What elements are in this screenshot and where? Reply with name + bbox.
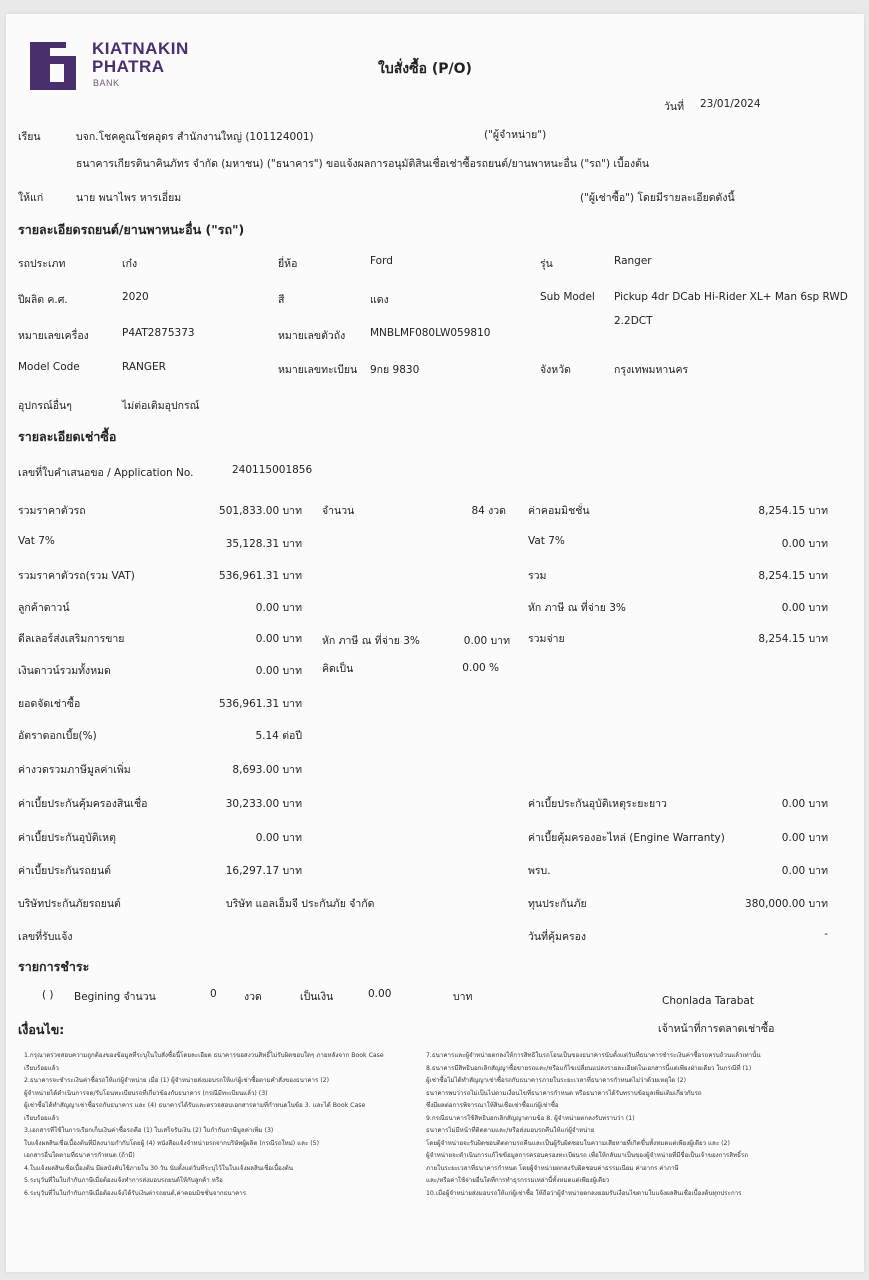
commission-row-value: 8,254.15 บาท (758, 570, 828, 582)
vehicle-section-title: รายละเอียดรถยนต์/ยานพาหนะอื่น ("รถ") (18, 222, 245, 237)
condition-line: ธนาคารไม่มีหน้าที่ติดตามและ/หรือส่งมอบรถคืนให้แก่ผู้จำหน่าย (426, 1127, 595, 1134)
plate-number-value: 9กย 9830 (370, 364, 420, 376)
brand-name-line1: KIATNAKIN (92, 39, 189, 58)
approval-statement: ธนาคารเกียรตินาคินภัทร จำกัด (มหาชน) ("ธนาคาร") ขอแจ้งผลการอนุมัติสินเชื่อเช่าซื้อรถยนต์/ยานพาหนะอื่น ("รถ") เบื้องต้น (76, 158, 650, 170)
insurance-row-value: 380,000.00 บาท (745, 898, 828, 910)
insurance-row-label: วันที่คุ้มครอง (528, 931, 587, 943)
model-code-value: RANGER (122, 361, 166, 373)
vehicle-submodel-value: Pickup 4dr DCab Hi-Rider XL+ Man 6sp RWD (614, 291, 848, 303)
conditions-right-column (426, 1052, 862, 1202)
lease-row-value: 0.00 บาท (255, 665, 302, 677)
payment-checkbox[interactable]: ( ) (42, 989, 54, 1001)
lease-section-title: รายละเอียดเช่าซื้อ (18, 429, 117, 444)
vehicle-model-value: Ranger (614, 255, 652, 267)
condition-line: ผู้จำหน่ายได้ดำเนินการจด/รับโอนทะเบียนรถที่เกี่ยวข้องกับธนาคาร (กรณีมีทะเบียนแล้ว) (3) (24, 1089, 268, 1097)
vehicle-color-label: สี (278, 294, 285, 306)
plate-number-label: หมายเลขทะเบียน (278, 364, 358, 376)
dealer-name: บจก.โชคคูณโชคอุดร สำนักงานใหญ่ (101124001) (76, 131, 314, 143)
insurance-row-value: 0.00 บาท (781, 832, 828, 844)
vehicle-brand-value: Ford (370, 255, 393, 267)
condition-line: 7.ธนาคารและผู้จำหน่ายตกลงให้การสิทธิในรถโอนเป็นของธนาคารนับตั้งแต่วันที่ธนาคารชำระเงินค่าซื้อรถครบถ้วนแล้วเท่านั้น (426, 1052, 761, 1059)
condition-line: 3.เอกสารที่ใช้ในการเรียกเก็บเงินค่าซื้อรถคือ (1) ใบเสร็จรับเงิน (2) ใบกำกับภาษีมูลค่าเพิ่ม (3) (24, 1127, 274, 1134)
province-value: กรุงเทพมหานคร (614, 364, 689, 376)
insurance-row-value: - (824, 928, 828, 940)
application-number-value: 240115001856 (232, 464, 313, 476)
lease-row-label: รวมราคาตัวรถ (18, 505, 86, 517)
down-percent-value: 0.00 % (462, 662, 499, 674)
condition-line: ผู้เช่าซื้อไม่ได้ทำสัญญาเช่าซื้อรถกับธนาคารภายในระยะเวลาที่ธนาคารกำหนดไม่ว่าด้วยเหตุใด (2) (426, 1077, 687, 1084)
condition-line: 1.กรุณาตรวจสอบความถูกต้องของข้อมูลที่ระบุในใบสั่งซื้อนี้โดยละเอียด ธนาคารขอสงวนสิทธิ์ไม่รับผิดชอบใดๆ ภายหลังจาก Book Case (24, 1052, 384, 1059)
commission-row-value: 0.00 บาท (781, 538, 828, 550)
commission-row-label: รวม (528, 570, 547, 582)
condition-line: ธนาคารพบว่ารถไม่เป็นไปตามเงื่อนไขที่ธนาคารกำหนด หรือธนาคารได้รับทราบข้อมูลเพิ่มเติมเกี่ยวกับรถ (426, 1089, 702, 1097)
lease-row-value: 30,233.00 บาท (225, 798, 302, 810)
commission-row-value: 8,254.15 บาท (758, 633, 828, 645)
lease-row-label: ค่าเบี้ยประกันอุบัติเหตุ (18, 832, 116, 844)
condition-line: โดยผู้จำหน่ายจะรับผิดชอบติดตามรถคืนและเป็นผู้รับผิดชอบในความเสียหายที่เกิดขึ้นทั้งหมดแต่เพียงผู้เดียว และ (2) (426, 1139, 730, 1147)
condition-line: 10.เมื่อผู้จำหน่ายส่งมอบรถให้แก่ผู้เช่าซื้อ ให้ถือว่าผู้จำหน่ายตกลงยอมรับเงื่อนไขตามใบแจ้งผลสินเชื่อเบื้องต้นทุกประการ (426, 1189, 742, 1197)
insurance-row-label: ค่าเบี้ยประกันอุบัติเหตุระยะยาว (528, 798, 667, 810)
lease-row-value: 536,961.31 บาท (219, 698, 302, 710)
payment-unit-label: งวด (244, 991, 262, 1003)
lease-row-value: 8,693.00 บาท (232, 764, 302, 776)
to-label: เรียน (18, 131, 41, 143)
insurance-row-label: ทุนประกันภัย (528, 898, 587, 910)
lease-row-value: 501,833.00 บาท (219, 505, 302, 517)
chassis-number-value: MNBLMF080LW059810 (370, 327, 491, 339)
condition-line: เรียบร้อยแล้ว (24, 1064, 59, 1072)
lease-row-value: 5.14 ต่อปี (255, 730, 302, 742)
date-value: 23/01/2024 (700, 98, 761, 110)
lease-row-label: ลูกค้าดาวน์ (18, 602, 70, 614)
payment-begin-label: Begining จำนวน (74, 991, 156, 1003)
lease-row-label: ค่างวดรวมภาษีมูลค่าเพิ่ม (18, 764, 131, 776)
commission-row-label: ค่าคอมมิชชั่น (528, 505, 590, 517)
insurance-row-label: ค่าเบี้ยคุ้มครองอะไหล่ (Engine Warranty) (528, 832, 725, 844)
application-number-label: เลขที่ใบคำเสนอขอ / Application No. (18, 467, 194, 479)
lease-row-value: 0.00 บาท (255, 832, 302, 844)
lease-row-label: ยอดจัดเช่าซื้อ (18, 698, 81, 710)
payment-section-title: รายการชำระ (18, 959, 90, 974)
document-title: ใบสั่งซื้อ (P/O) (378, 61, 472, 77)
dealer-role: ("ผู้จำหน่าย") (484, 129, 547, 141)
down-percent-label: คิดเป็น (322, 663, 354, 675)
lease-row-label: บริษัทประกันภัยรถยนต์ (18, 898, 121, 910)
payment-amount-value: 0.00 (368, 988, 392, 1000)
lease-row-value: 0.00 บาท (255, 633, 302, 645)
insurance-row-value: 0.00 บาท (781, 798, 828, 810)
accessory-label: อุปกรณ์อื่นๆ (18, 400, 72, 412)
lease-row-label: ค่าเบี้ยประกันรถยนต์ (18, 865, 111, 877)
condition-line: 9.กรณีธนาคารใช้สิทธิบอกเลิกสัญญาตามข้อ 8. ผู้จำหน่ายตกลงรับทราบว่า (1) (426, 1114, 635, 1122)
engine-number-value: P4AT2875373 (122, 327, 195, 339)
lease-row-label: รวมราคาตัวรถ(รวม VAT) (18, 570, 135, 582)
commission-row-label: Vat 7% (528, 535, 565, 547)
officer-name: Chonlada Tarabat (662, 995, 754, 1007)
customer-name: นาย พนาไพร หารเอี่ยม (76, 192, 182, 204)
insurance-row-value: 0.00 บาท (781, 865, 828, 877)
condition-line: และ/หรือค่าใช้จ่ายอื่นใดที่การทำธุรกรรมเหล่านี้ทั้งหมดแต่เพียงผู้เดียว (426, 1177, 610, 1184)
payment-begin-count: 0 (210, 988, 217, 1000)
chassis-number-label: หมายเลขตัวถัง (278, 330, 346, 342)
commission-row-value: 8,254.15 บาท (758, 505, 828, 517)
installments-value: 84 งวด (471, 505, 506, 517)
lease-row-label: อัตราดอกเบี้ย(%) (18, 730, 97, 742)
engine-number-label: หมายเลขเครื่อง (18, 330, 89, 342)
condition-line: 5.ระบุวันที่ในใบกำกับภาษีเมื่อต้องแจ้งทำการส่งมอบรถยนต์ให้กับลูกค้า หรือ (24, 1177, 223, 1184)
condition-line: 2.ธนาคารจะชำระเงินค่าซื้อรถให้แก่ผู้จำหน่าย เมื่อ (1) ผู้จำหน่ายส่งมอบรถให้แก่ผู้เช่าซื้อตามคำสั่งของธนาคาร (2) (24, 1077, 330, 1084)
condition-line: ผู้เช่าซื้อได้ทำสัญญาเช่าซื้อรถกับธนาคาร และ (4) ธนาคารได้รับและตรวจสอบเอกสารตามที่กำหนดในข้อ 3. และได้ Book Case (24, 1102, 366, 1109)
document-page (6, 14, 864, 1272)
officer-position: เจ้าหน้าที่การตลาดเช่าซื้อ (658, 1023, 775, 1035)
condition-line: เอกสารอื่นใดตามที่ธนาคารกำหนด (ถ้ามี) (24, 1152, 135, 1159)
condition-line: เรียบร้อยแล้ว (24, 1114, 59, 1122)
lease-row-label: เลขที่รับแจ้ง (18, 931, 73, 943)
condition-line: 4.ใบแจ้งผลสินเชื่อเบื้องต้น มีผลบังคับใช้ภายใน 30 วัน นับตั้งแต่วันที่ระบุไว้ในใบแจ้งผลสินเชื่อเบื้องต้น (24, 1164, 294, 1172)
kiatnakin-logo-icon (26, 38, 88, 94)
lease-row-value: 0.00 บาท (255, 602, 302, 614)
mid-wht-value: 0.00 บาท (463, 635, 510, 647)
date-label: วันที่ (664, 101, 684, 113)
give-to-label: ให้แก่ (18, 192, 44, 204)
lease-row-value: 536,961.31 บาท (219, 570, 302, 582)
commission-row-value: 0.00 บาท (781, 602, 828, 614)
conditions-title: เงื่อนไข: (18, 1022, 65, 1037)
vehicle-type-label: รถประเภท (18, 258, 66, 270)
mid-wht-label: หัก ภาษี ณ ที่จ่าย 3% (322, 635, 420, 647)
condition-line: ใบแจ้งผลสินเชื่อเบื้องต้นที่มีลงนามกำกับโดยผู้ (4) หนังสือแจ้งจำหน่ายรถจากบริษัทผู้ผลิต (กรณีรถใหม่) และ (5) (24, 1139, 320, 1147)
commission-row-label: หัก ภาษี ณ ที่จ่าย 3% (528, 602, 626, 614)
lease-row-label: ดีลเลอร์ส่งเสริมการขาย (18, 633, 125, 645)
vehicle-submodel-label: Sub Model (540, 291, 595, 303)
lease-row-value: 35,128.31 บาท (225, 538, 302, 550)
conditions-left-column (24, 1052, 424, 1202)
province-label: จังหวัด (540, 364, 571, 376)
lease-row-label: เงินดาวน์รวมทั้งหมด (18, 665, 111, 677)
brand-name-line3: BANK (93, 78, 120, 88)
model-code-label: Model Code (18, 361, 80, 373)
condition-line: ผู้จำหน่ายจะดำเนินการแก้ไขข้อมูลการครอบครองทะเบียนรถ เพื่อให้กลับมาเป็นของผู้จำหน่ายที่มีชื่อเป็นเจ้าของการสิทธิ์รถ (426, 1152, 748, 1159)
accessory-value: ไม่ต่อเติมอุปกรณ์ (122, 400, 200, 412)
lease-row-label: ค่าเบี้ยประกันคุ้มครองสินเชื่อ (18, 798, 148, 810)
payment-currency: บาท (453, 991, 473, 1003)
vehicle-year-value: 2020 (122, 291, 149, 303)
commission-row-label: รวมจ่าย (528, 633, 565, 645)
lease-row-label: Vat 7% (18, 535, 55, 547)
vehicle-year-label: ปีผลิต ค.ศ. (18, 294, 68, 306)
payment-amount-label: เป็นเงิน (300, 991, 334, 1003)
installments-label: จำนวน (322, 505, 355, 517)
vehicle-brand-label: ยี่ห้อ (278, 258, 298, 270)
condition-line: 8.ธนาคารมีสิทธิบอกเลิกสัญญาซื้อขายรถและ/หรือแก้ไขเปลี่ยนแปลงรายละเอียดในเอกสารนี้แต่เพียงฝ่ายเดียว ในกรณีที่ (1) (426, 1064, 752, 1072)
condition-line: ภายในระยะเวลาที่ธนาคารกำหนด โดยผู้จำหน่ายตกลงรับผิดชอบค่าธรรมเนียม ค่าอากร ค่าภาษี (426, 1164, 679, 1172)
condition-line: ซึ่งมีผลต่อการพิจารณาให้สินเชื่อเช่าซื้อแก่ผู้เช่าซื้อ (426, 1102, 559, 1109)
lease-row-value: 16,297.17 บาท (225, 865, 302, 877)
insurance-row-label: พรบ. (528, 865, 551, 877)
insurer-name-value: บริษัท แอลเอ็มจี ประกันภัย จำกัด (226, 898, 375, 910)
vehicle-submodel-value-cont: 2.2DCT (614, 315, 653, 327)
condition-line: 6.ระบุวันที่ในใบกำกับภาษีเมื่อต้องแจ้งได้รับเงินค่ารถยนต์,ค่าคอมมิชชั่นจากธนาคาร (24, 1189, 247, 1197)
vehicle-type-value: เก๋ง (122, 258, 138, 270)
customer-role: ("ผู้เช่าซื้อ") โดยมีรายละเอียดดังนี้ (580, 192, 735, 204)
vehicle-color-value: แดง (370, 294, 389, 306)
brand-name-line2: PHATRA (92, 57, 165, 76)
vehicle-model-label: รุ่น (540, 258, 553, 270)
